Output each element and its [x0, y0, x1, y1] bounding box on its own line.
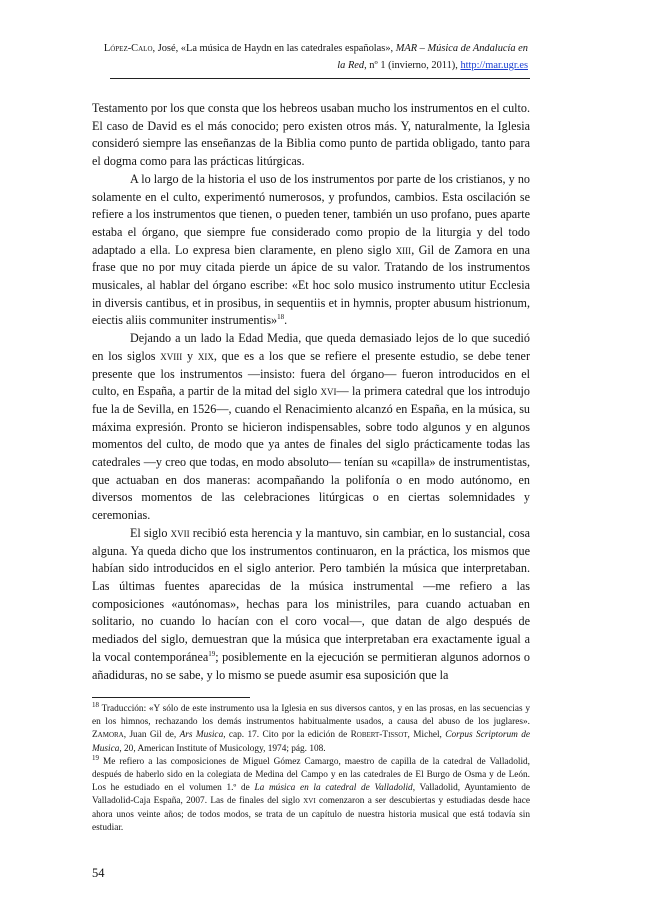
footnote-18-text-e: , 20, American Institute of Musicology, 1974; pág. 108.	[119, 743, 326, 754]
header-citation: , José, «La música de Haydn en las catedrales españolas»,	[152, 43, 396, 54]
century-numeral: xiii	[395, 242, 412, 257]
footnote-18	[92, 700, 530, 756]
paragraph-2-end: .	[284, 313, 288, 328]
footnote-19-text-c: comenzaron a ser descubiertas y estudiadas desde hace ahora unos veinte años; de todos modos, se trata de un capítulo de nuestra historia musical que está todavía sin estudiar.	[92, 796, 530, 833]
paragraph-4-text-c: ; posiblemente en la ejecución se permitieran algunos adornos o añadiduras, no se sabe, y lo mismo se puede asumir esa suposición que la	[92, 649, 531, 682]
paragraph-4-text-a: El siglo	[130, 525, 171, 540]
paragraph-3-conj: y	[182, 348, 198, 363]
paragraph-1-text: Testamento por los que consta que los hebreos usaban mucho los instrumentos en el culto. El caso de David es el más conocido; pero existen otros más. Y, naturalmente, la Iglesia consideró siempre las enseñanzas de la Biblia como punto de partida obligado, tanto para el dogma como para las prácticas litúrgicas.	[92, 101, 530, 169]
footnote-19-text-b: , Valladolid, Ayuntamiento de Valladolid-Caja España, 2007. Las de finales del siglo	[92, 783, 531, 807]
running-header	[98, 40, 528, 74]
footnote-18-text-b: , Juan Gil de,	[123, 730, 180, 741]
century-numeral: xvi	[303, 796, 316, 807]
century-numeral: xviii	[160, 348, 183, 363]
paragraph-2-text-a: A lo largo de la historia el uso de los instrumentos por parte de los cristianos, y no solamente en el culto, experimentó numerosos, y profundos, cambios. Esta oscilación se refiere a los instrumentos que tienen, o pueden tener, también un uso profano, pues aparte estaba el órgano, que siempre fue considerado como propio de la liturgia y del todo adaptado a ella. Lo expresa bien claramente, en pleno siglo	[92, 171, 530, 257]
footnote-19-title: La música en la catedral de Valladolid	[254, 783, 413, 794]
century-numeral: xvi	[320, 384, 337, 399]
page-number: 54	[92, 866, 105, 880]
paragraph-4-text-b: recibió esta herencia y la mantuvo, sin cambiar, en lo sustancial, cosa alguna. Ya queda dicho que los instrumentos continuaron, en la práctica, los mismos que habían sido introducidos en el siglo anterior. Pero también la música que interpretaban. Las últimas fuentes aparecidas de la música instrumental —me refiero a las composiciones «autónomas», hechas para los ministriles, para cuando actuaban en solitario, no cuando lo hacían con el coro vocal—, que datan de algo después de mediados del siglo, demuestran que la música que interpretaban era exactamente igual a la vocal contemporánea	[92, 525, 530, 664]
paragraph-3-text-c: — la primera catedral que los introdujo fue la de Sevilla, en 1526—, cuando el Renacimiento alcanzó en España, en la música, su máxima expresión. Pronto se hicieron indispensables, sobre todo algunos y en algunos momentos del culto, de modo que ya antes de finales del siglo prácticamente todas las catedrales —y creo que todas, en modo absoluto— tenían su «capilla» de instrumentistas, que actuaban en dos maneras: acompañando la polifonía o en modo autónomo, en diversos momentos de las celebraciones litúrgicas o en ciertas solemnidades y ceremonias.	[92, 384, 530, 523]
footnote-19-text-a: Me refiero a las composiciones de Miguel Gómez Camargo, maestro de capilla de la catedral de Valladolid, después de haberlo sido en la colegiata de Medina del Campo y en las catedrales de El Burgo de Osma y de León. Los he estudiado en el volumen 1.º de	[92, 756, 530, 794]
paragraph-3	[92, 330, 530, 525]
century-numeral: xix	[197, 348, 214, 363]
footnote-ref-18[interactable]: 18	[277, 313, 285, 322]
header-author: López-Calo	[103, 43, 153, 54]
footnotes	[92, 700, 531, 835]
header-issue: , nº 1 (invierno, 2011),	[364, 60, 461, 71]
footnote-18-number: 18	[92, 700, 99, 709]
paragraph-4	[92, 525, 530, 684]
century-numeral: xvii	[170, 525, 190, 540]
paragraph-3-text-a: Dejando a un lado la Edad Media, que queda demasiado lejos de lo que sucedió en los siglos	[92, 331, 530, 363]
footnote-18-text-c: , cap. 17. Cito por la edición de	[223, 730, 351, 741]
header-url-link[interactable]: http://mar.ugr.es	[460, 60, 528, 71]
header-journal: MAR – Música de Andalucía en la Red	[337, 43, 528, 71]
paragraph-3-text-b: , que es a los que se refiere el presente estudio, se debe tener presente que los instrumentos —insisto: fuera del órgano— fueron introducidos en el culto, en España, a partir de la mitad del siglo	[92, 348, 530, 399]
paragraph-2	[92, 171, 530, 330]
footnote-divider	[92, 697, 250, 698]
header-divider	[110, 78, 530, 79]
footnote-18-text-d: , Michel,	[407, 730, 446, 741]
paragraph-1	[92, 100, 530, 171]
footnote-18-series: Corpus Scriptorum de Musica	[92, 730, 530, 754]
main-text	[92, 100, 530, 684]
footnote-18-editor: Robert-Tissot	[350, 730, 408, 741]
footnote-19-number: 19	[92, 753, 99, 762]
footnote-18-text-a: Traducción: «Y sólo de este instrumento usa la Iglesia en sus diversos cantos, y en las prosas, en las secuencias y en los himnos, rechazando los demás instrumentos habitualmente usados, a causa del abuso de los juglares».	[92, 704, 530, 728]
footnote-ref-19[interactable]: 19	[208, 649, 216, 658]
footnote-18-title: Ars Musica	[179, 730, 224, 741]
footnote-19	[92, 753, 531, 835]
footnote-18-author: Zamora	[92, 730, 124, 741]
paragraph-2-text-b: , Gil de Zamora en una frase que no por muy citada pierde un ápice de su valor. Tratando de los instrumentos musicales, al hablar del órgano escribe: «Et hoc solo musico instrumento utitur Ecclesia in diversis cantibus, et in prosibus, in sequentiis et in hymnis, propter abusum histrionum, eiectis aliis communiter instrumentis»	[92, 242, 530, 328]
